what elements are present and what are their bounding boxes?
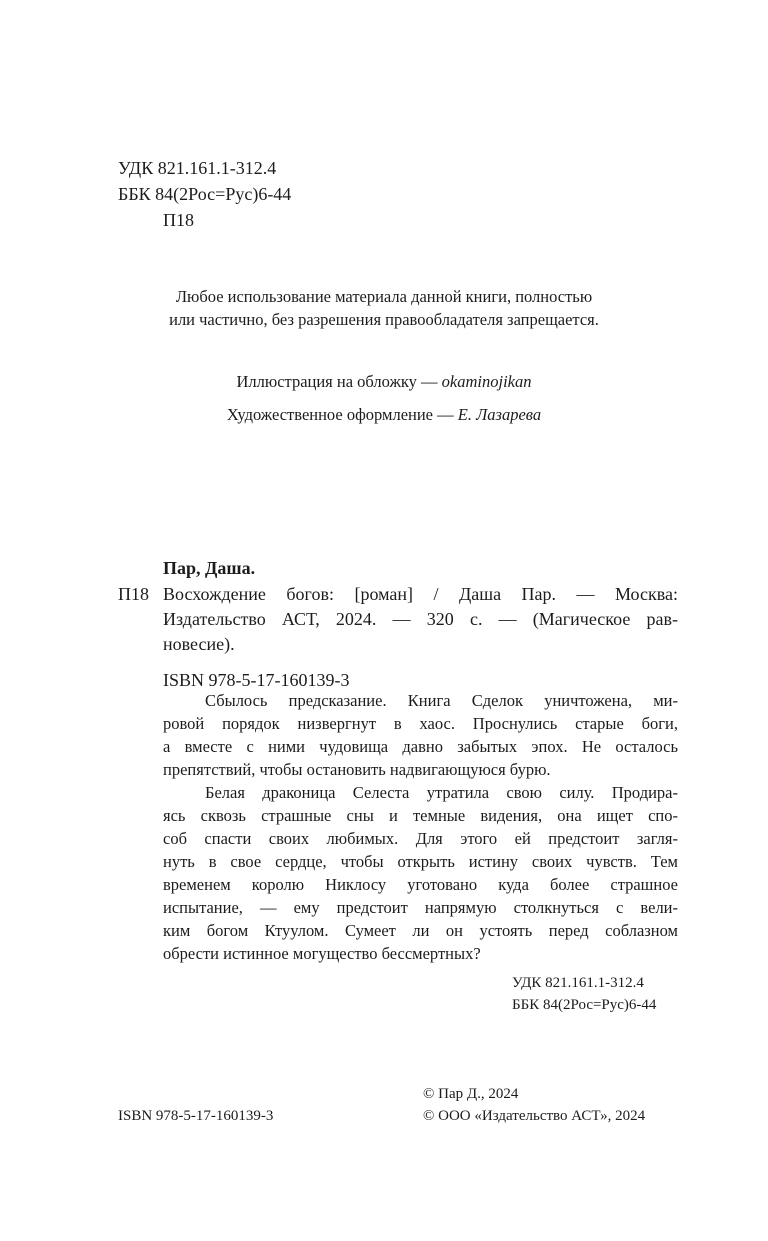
annotation-p1-line-1: Сбылось предсказание. Книга Сделок уничтожена, ми- bbox=[205, 691, 678, 710]
footer-udk-code: УДК 821.161.1-312.4 bbox=[512, 975, 644, 991]
copyright-notice-line-2: или частично, без разрешения правообладателя запрещается. bbox=[169, 310, 599, 329]
copyright-author: © Пар Д., 2024 bbox=[423, 1086, 519, 1102]
biblio-author: Пар, Даша. bbox=[163, 558, 256, 578]
annotation-p2-line-5: временем королю Никлосу уготовано куда более страшное bbox=[163, 875, 678, 894]
annotation-p2-line-7: ким богом Ктуулом. Сумеет ли он устоять перед соблазном bbox=[163, 921, 678, 940]
design-credit-label: Художественное оформление — bbox=[226, 405, 458, 424]
illustration-credit-name: okaminojikan bbox=[441, 372, 532, 391]
footer-bbk-code: ББК 84(2Рос=Рус)6-44 bbox=[512, 997, 657, 1013]
annotation-p2-line-1: Белая драконица Селеста утратила свою силу. Продира- bbox=[205, 783, 678, 802]
annotation-p2-line-3: соб спасти своих любимых. Для этого ей предстоит загля- bbox=[163, 829, 678, 848]
annotation-p2-line-2: ясь сквозь страшные сны и темные видения, она ищет спо- bbox=[163, 806, 678, 825]
copyright-notice-line-1: Любое использование материала данной книги, полностью bbox=[175, 287, 593, 306]
biblio-line-1: Восхождение богов: [роман] / Даша Пар. — Москва: bbox=[163, 584, 678, 604]
biblio-mark: П18 bbox=[118, 584, 149, 604]
design-credit bbox=[0, 404, 768, 426]
annotation-p1-line-3: а вместе с ними чудовища давно забытых эпох. Не осталось bbox=[163, 737, 678, 756]
biblio-line-3: новесие). bbox=[163, 634, 235, 654]
biblio-line-2: Издательство АСТ, 2024. — 320 с. — (Магическое рав- bbox=[163, 609, 678, 629]
biblio-isbn: ISBN 978-5-17-160139-3 bbox=[163, 670, 350, 690]
annotation-p2-line-6: испытание, — ему предстоит напрямую столкнуться с вели- bbox=[163, 898, 678, 917]
illustration-credit-label: Иллюстрация на обложку — bbox=[236, 372, 442, 391]
annotation-p1-line-4: препятствий, чтобы остановить надвигающуюся бурю. bbox=[163, 760, 551, 779]
copyright-publisher: © ООО «Издательство АСТ», 2024 bbox=[423, 1108, 646, 1124]
design-credit-name: Е. Лазарева bbox=[457, 405, 542, 424]
annotation-p1-line-2: ровой порядок низвергнут в хаос. Проснулись старые боги, bbox=[163, 714, 678, 733]
bottom-isbn: ISBN 978-5-17-160139-3 bbox=[118, 1108, 274, 1124]
illustration-credit bbox=[0, 371, 768, 393]
author-mark: П18 bbox=[163, 210, 194, 230]
udk-code: УДК 821.161.1-312.4 bbox=[118, 158, 277, 178]
annotation-p2-line-8: обрести истинное могущество бессмертных? bbox=[163, 944, 481, 963]
bbk-code: ББК 84(2Рос=Рус)6-44 bbox=[118, 184, 292, 204]
annotation-p2-line-4: нуть в свое сердце, чтобы открыть истину своих чувств. Тем bbox=[163, 852, 678, 871]
